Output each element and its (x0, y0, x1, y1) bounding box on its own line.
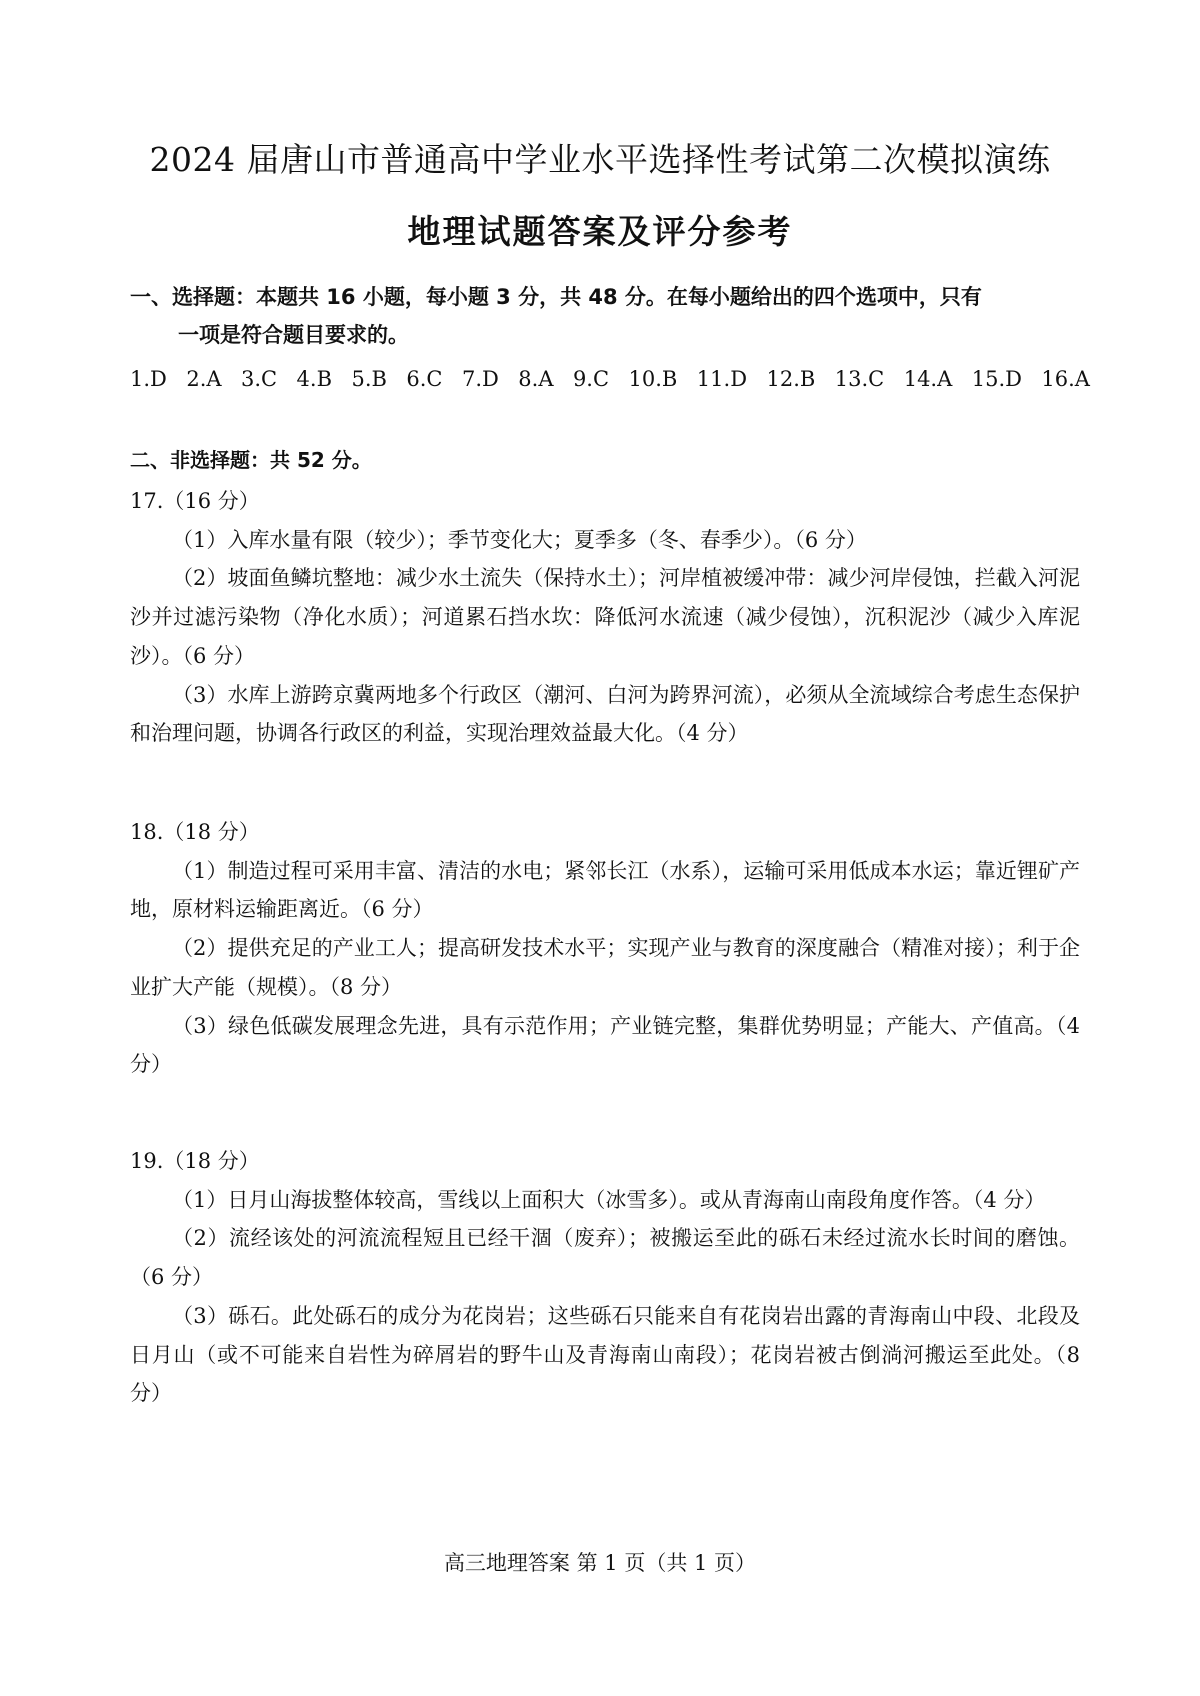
question-19-item-2: （2）流经该处的河流流程短且已经干涸（废弃）；被搬运至此的砾石未经过流水长时间的磨蚀。（6 分） (130, 1226, 1080, 1290)
question-17-heading: 17.（16 分） (130, 489, 260, 513)
question-18-item-3: （3）绿色低碳发展理念先进，具有示范作用；产业链完整，集群优势明显；产能大、产值高。（4 分） (130, 1013, 1080, 1077)
section1-heading (130, 278, 1080, 354)
section1-heading-line2: 一项是符合题目要求的。 (178, 323, 409, 347)
question-19-item-1: （1）日月山海拔整体较高，雪线以上面积大（冰雪多）。或从青海南山南段角度作答。（4 分） (172, 1187, 1046, 1212)
question-17-item-1: （1）入库水量有限（较少）；季节变化大；夏季多（冬、春季少）。（6 分） (172, 527, 867, 552)
answer-item: 14.A (903, 367, 953, 391)
answer-item: 6.C (406, 367, 443, 391)
question-17-item-3: （3）水库上游跨京冀两地多个行政区（潮河、白河为跨界河流），必须从全流域综合考虑生态保护和治理问题，协调各行政区的利益，实现治理效益最大化。（4 分） (130, 682, 1080, 746)
section1-heading-line1: 一、选择题：本题共 16 小题，每小题 3 分，共 48 分。在每小题给出的四个选项中，只有 (130, 285, 982, 309)
answer-item: 15.D (971, 367, 1022, 391)
answer-item: 3.C (240, 367, 278, 391)
question-18-item-2: （2）提供充足的产业工人；提高研发技术水平；实现产业与教育的深度融合（精准对接）；利于企业扩大产能（规模）。（8 分） (130, 936, 1080, 999)
answer-item: 5.B (351, 367, 387, 391)
question-18 (130, 813, 1080, 1084)
answer-item: 4.B (296, 367, 333, 391)
answer-item: 11.D (696, 367, 748, 391)
answer-item: 13.C (834, 367, 885, 391)
answer-item: 16.A (1041, 367, 1090, 391)
answer-item: 8.A (518, 367, 554, 391)
exam-title: 2024 届唐山市普通高中学业水平选择性考试第二次模拟演练 (149, 140, 1051, 179)
question-19-heading: 19.（18 分） (130, 1149, 260, 1173)
question-18-heading: 18.（18 分） (130, 820, 260, 844)
answer-item: 2.A (186, 367, 222, 391)
question-19-item-3: （3）砾石。此处砾石的成分为花岗岩；这些砾石只能来自有花岗岩出露的青海南山中段、北段及日月山（或不可能来自岩性为碎屑岩的野牛山及青海南山南段）；花岗岩被古倒淌河搬运至此处。（8 分） (130, 1303, 1080, 1406)
answer-item: 9.C (572, 367, 610, 391)
multiple-choice-answers (130, 362, 1090, 396)
question-17-item-2: （2）坡面鱼鳞坑整地：减少水土流失（保持水土）；河岸植被缓冲带：减少河岸侵蚀，拦截入河泥沙并过滤污染物（净化水质）；河道累石挡水坎：降低河水流速（减少侵蚀），沉积泥沙（减少入库泥沙）。（6 分） (130, 566, 1080, 668)
question-17 (130, 482, 1080, 753)
section2-heading: 二、非选择题：共 52 分。 (130, 448, 372, 472)
question-19 (130, 1142, 1080, 1413)
answer-item: 10.B (628, 367, 678, 391)
document-subtitle: 地理试题答案及评分参考 (407, 212, 793, 251)
answer-item: 12.B (766, 367, 816, 391)
page-footer: 高三地理答案 第 1 页（共 1 页） (443, 1551, 757, 1575)
question-18-item-1: （1）制造过程可采用丰富、清洁的水电；紧邻长江（水系），运输可采用低成本水运；靠近锂矿产地，原材料运输距离近。（6 分） (130, 858, 1080, 922)
answer-item: 7.D (461, 367, 499, 391)
answer-item: 1.D (130, 367, 167, 391)
